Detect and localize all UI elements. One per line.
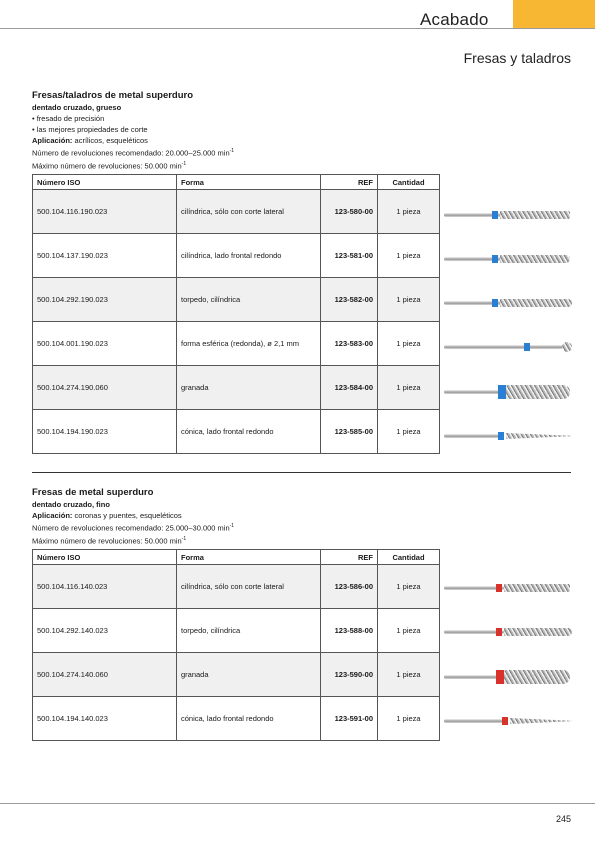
- cell-shape: torpedo, cilíndrica: [177, 278, 321, 322]
- cell-ref: 123-581-00: [321, 234, 378, 278]
- cell-iso: 500.104.292.190.023: [33, 278, 177, 322]
- rpm-exponent: -1: [181, 160, 187, 167]
- bur-cylindrical-fine-illustration: [444, 581, 572, 595]
- table-header-row: [33, 175, 440, 190]
- section-coarse: [32, 89, 571, 454]
- rpm-max: [32, 159, 571, 172]
- cell-shape: granada: [177, 653, 321, 697]
- col-header-shape: Forma: [177, 550, 321, 565]
- rpm-max-text: Máximo número de revoluciones: 50.000 min: [32, 536, 182, 545]
- page-subtitle: Fresas y taladros: [463, 50, 571, 66]
- col-header-iso: Número ISO: [33, 550, 177, 565]
- application-value: coronas y puentes, esqueléticos: [72, 511, 182, 520]
- cell-qty: 1 pieza: [378, 410, 440, 454]
- table-header-row: [33, 550, 440, 565]
- bur-torpedo-illustration: [444, 296, 572, 310]
- cell-ref: 123-585-00: [321, 410, 378, 454]
- cell-ref: 123-586-00: [321, 565, 378, 609]
- feature-bullet: • fresado de precisión: [32, 114, 105, 123]
- page-category-title: Acabado: [420, 10, 489, 29]
- table-row: [33, 190, 440, 234]
- table-row: [33, 653, 440, 697]
- section-subtitle: dentado cruzado, grueso: [32, 103, 122, 112]
- cell-qty: 1 pieza: [378, 653, 440, 697]
- cell-qty: 1 pieza: [378, 278, 440, 322]
- rpm-max-text: Máximo número de revoluciones: 50.000 min: [32, 161, 182, 170]
- section-title: Fresas/taladros de metal superduro: [32, 90, 194, 101]
- col-header-ref: REF: [321, 550, 378, 565]
- bur-cylindrical-round-illustration: [444, 252, 572, 266]
- cell-ref: 123-588-00: [321, 609, 378, 653]
- table-row: [33, 609, 440, 653]
- header-rule: [0, 28, 595, 29]
- cell-ref: 123-582-00: [321, 278, 378, 322]
- cell-iso: 500.104.292.140.023: [33, 609, 177, 653]
- col-header-qty: Cantidad: [378, 175, 440, 190]
- cell-iso: 500.104.116.190.023: [33, 190, 177, 234]
- cell-shape: cilíndrica, sólo con corte lateral: [177, 190, 321, 234]
- rpm-recommended: [32, 521, 571, 534]
- cell-iso: 500.104.137.190.023: [33, 234, 177, 278]
- bur-conical-fine-illustration: [444, 714, 572, 728]
- col-header-qty: Cantidad: [378, 550, 440, 565]
- cell-qty: 1 pieza: [378, 609, 440, 653]
- cell-shape: cilíndrica, sólo con corte lateral: [177, 565, 321, 609]
- feature-bullet: • las mejores propiedades de corte: [32, 125, 148, 134]
- bur-conical-illustration: [444, 429, 572, 443]
- rpm-recommended-text: Número de revoluciones recomendado: 25.000–30.000 min: [32, 523, 230, 533]
- cell-shape: forma esférica (redonda), ø 2,1 mm: [177, 322, 321, 366]
- cell-iso: 500.104.116.140.023: [33, 565, 177, 609]
- table-row: [33, 234, 440, 278]
- col-header-iso: Número ISO: [33, 175, 177, 190]
- table-row: [33, 410, 440, 454]
- rpm-exponent: -1: [181, 535, 187, 542]
- application-label: Aplicación:: [32, 136, 73, 145]
- cell-shape: cónica, lado frontal redondo: [177, 410, 321, 454]
- cell-qty: 1 pieza: [378, 190, 440, 234]
- table-row: [33, 366, 440, 410]
- application-line: [32, 510, 571, 521]
- bur-pear-illustration: [444, 385, 572, 399]
- section-fine: [32, 486, 571, 741]
- page-number: 245: [555, 814, 571, 824]
- cell-qty: 1 pieza: [378, 234, 440, 278]
- table-row: [33, 697, 440, 741]
- product-table: [32, 549, 440, 741]
- table-row: [33, 565, 440, 609]
- cell-qty: 1 pieza: [378, 565, 440, 609]
- footer-rule: [0, 803, 595, 804]
- cell-qty: 1 pieza: [378, 322, 440, 366]
- cell-shape: torpedo, cilíndrica: [177, 609, 321, 653]
- bur-spherical-illustration: [444, 340, 572, 354]
- table-row: [33, 278, 440, 322]
- cell-qty: 1 pieza: [378, 697, 440, 741]
- rpm-exponent: -1: [229, 148, 235, 154]
- cell-shape: granada: [177, 366, 321, 410]
- cell-iso: 500.104.274.190.060: [33, 366, 177, 410]
- cell-ref: 123-583-00: [321, 322, 378, 366]
- rpm-max: [32, 534, 571, 547]
- rpm-recommended-text: Número de revoluciones recomendado: 20.000–25.000 min: [32, 148, 230, 158]
- cell-qty: 1 pieza: [378, 366, 440, 410]
- cell-iso: 500.104.194.190.023: [33, 410, 177, 454]
- application-label: Aplicación:: [32, 511, 73, 520]
- cell-ref: 123-580-00: [321, 190, 378, 234]
- col-header-ref: REF: [321, 175, 378, 190]
- section-title: Fresas de metal superduro: [32, 487, 154, 498]
- section-divider: [32, 472, 571, 473]
- cell-iso: 500.104.001.190.023: [33, 322, 177, 366]
- section-subtitle: dentado cruzado, fino: [32, 500, 110, 509]
- product-table: [32, 174, 440, 454]
- cell-iso: 500.104.194.140.023: [33, 697, 177, 741]
- cell-iso: 500.104.274.140.060: [33, 653, 177, 697]
- rpm-exponent: -1: [229, 523, 235, 529]
- cell-shape: cilíndrica, lado frontal redondo: [177, 234, 321, 278]
- bur-cylindrical-illustration: [444, 208, 572, 222]
- cell-ref: 123-584-00: [321, 366, 378, 410]
- col-header-shape: Forma: [177, 175, 321, 190]
- application-value: acrílicos, esqueléticos: [72, 136, 148, 145]
- rpm-recommended: [32, 146, 571, 159]
- table-row: [33, 322, 440, 366]
- header-color-tab: [513, 0, 595, 28]
- bur-pear-fine-illustration: [444, 670, 572, 684]
- bur-torpedo-fine-illustration: [444, 625, 572, 639]
- cell-shape: cónica, lado frontal redondo: [177, 697, 321, 741]
- cell-ref: 123-590-00: [321, 653, 378, 697]
- cell-ref: 123-591-00: [321, 697, 378, 741]
- application-line: [32, 135, 571, 146]
